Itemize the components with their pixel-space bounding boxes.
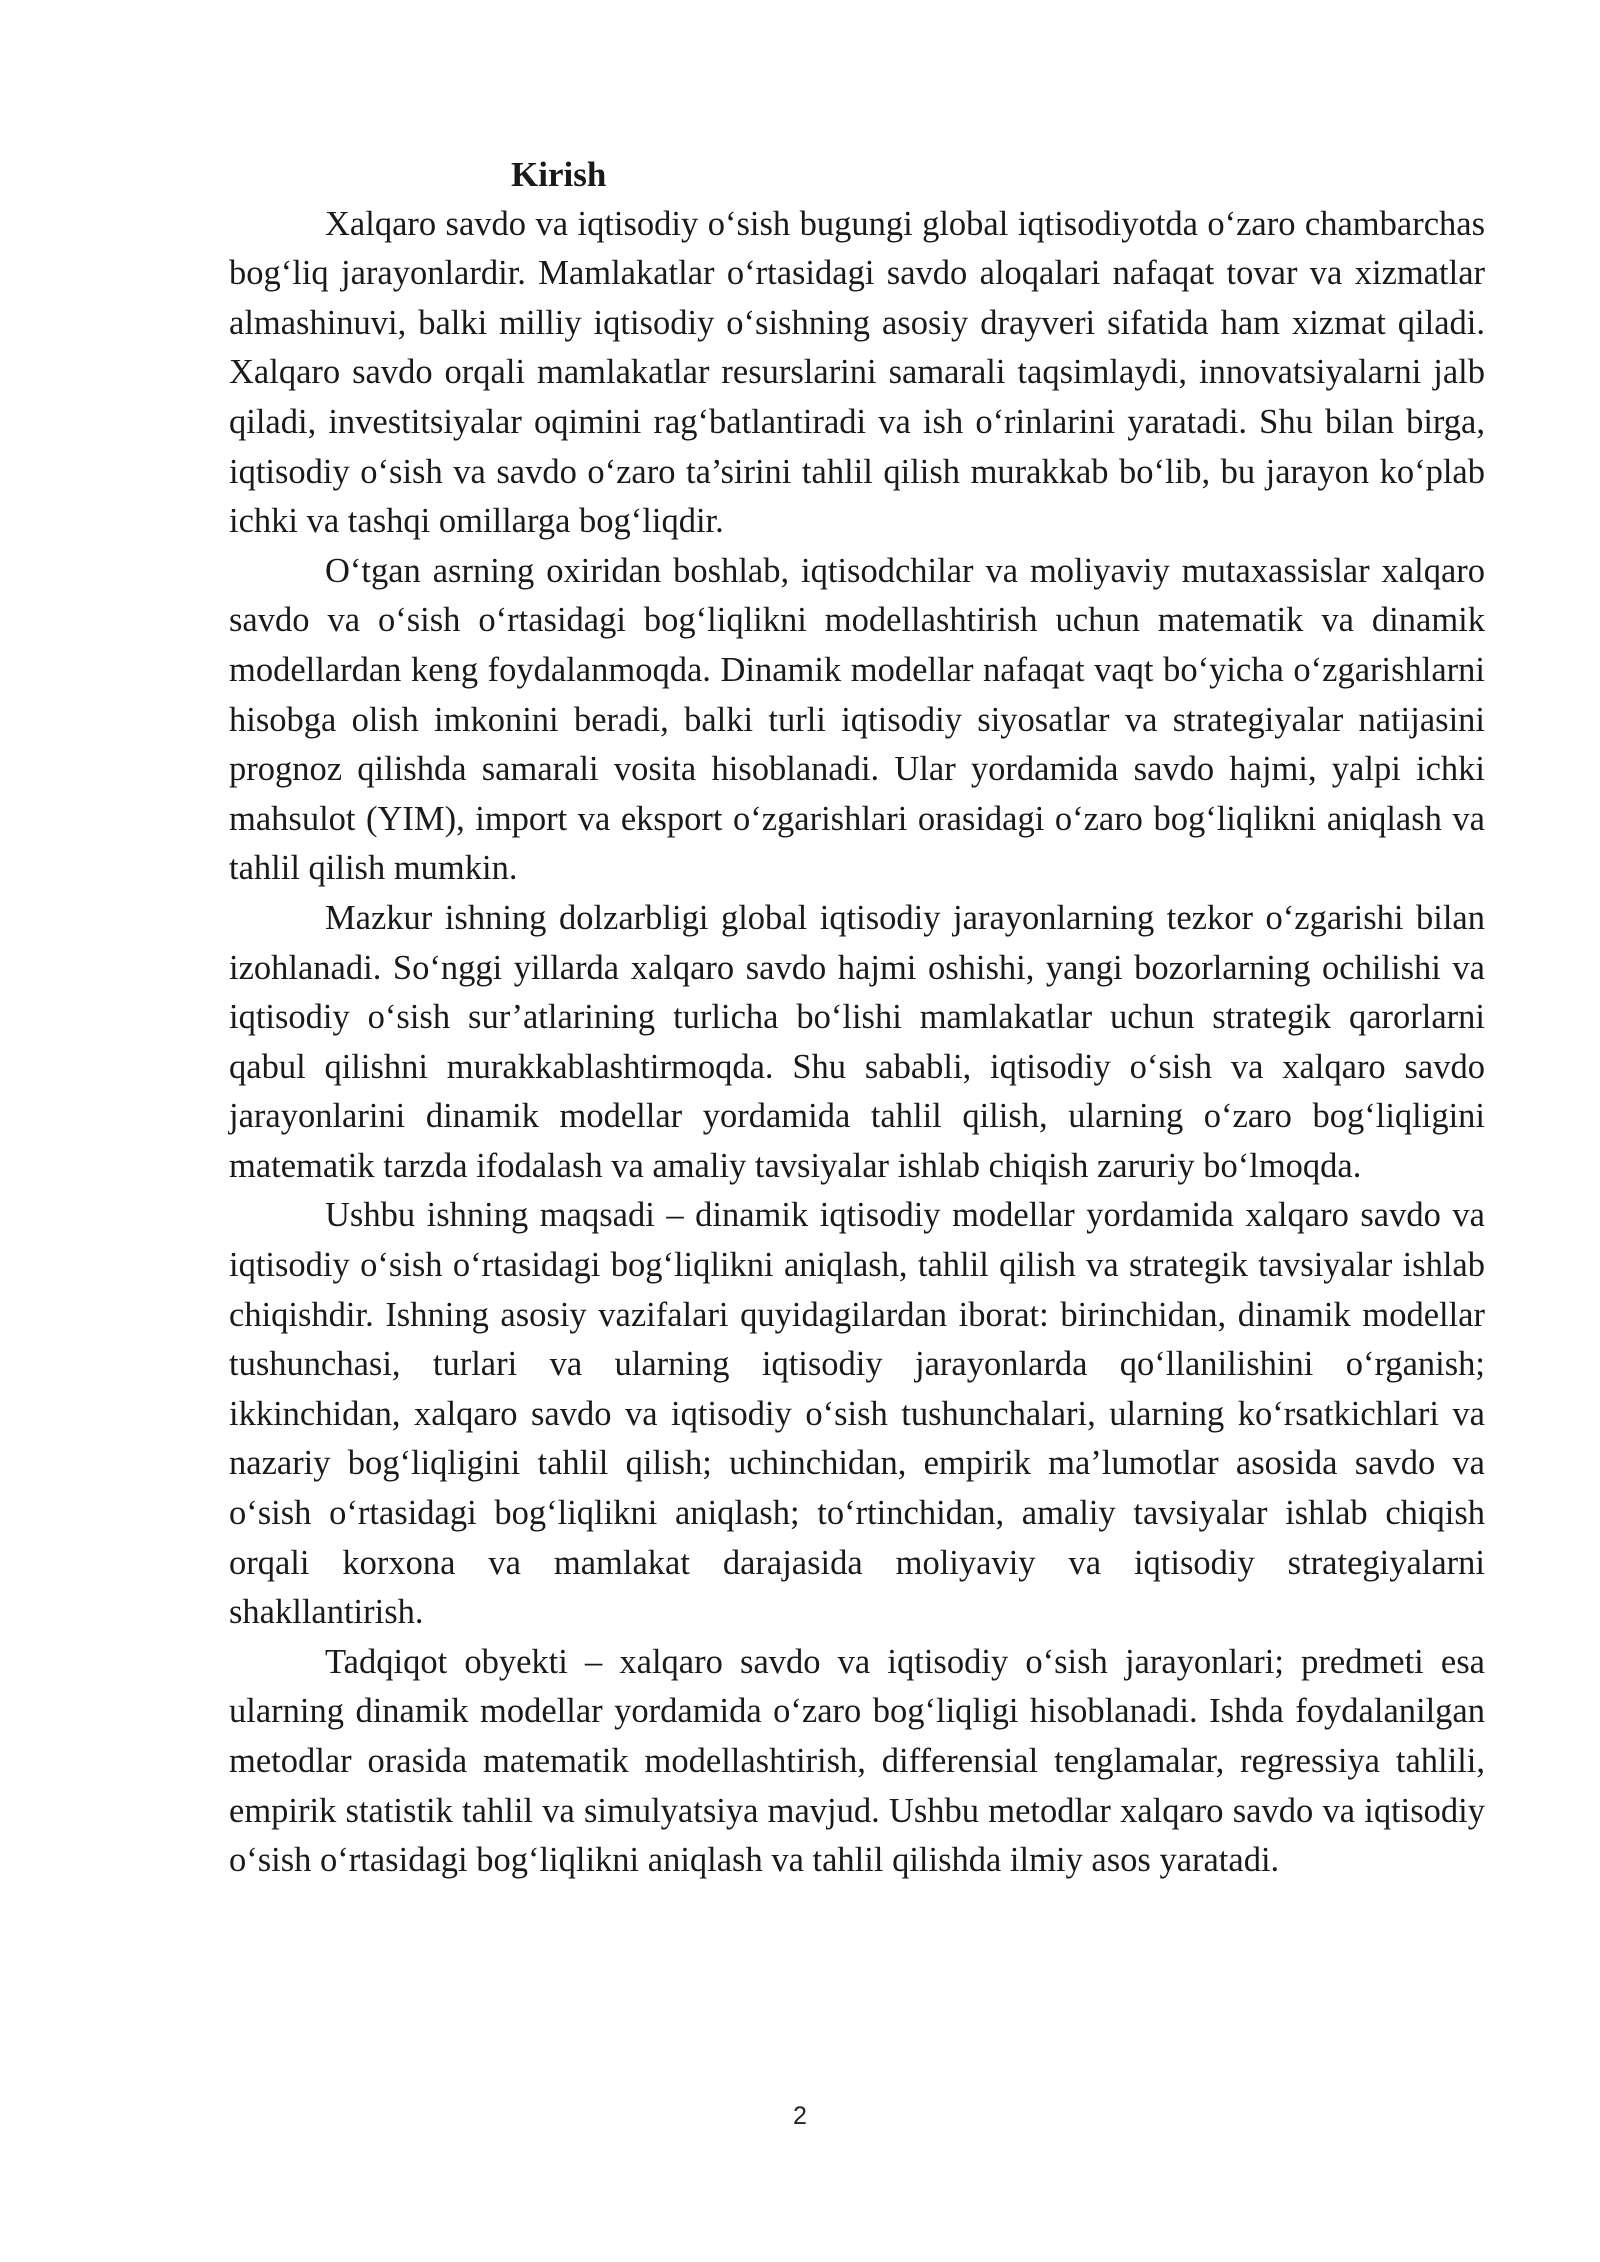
paragraph-intro: Xalqaro savdo va iqtisodiy o‘sish bugungi global iqtisodiyotda o‘zaro chambarchas bog‘liq jarayonlardir. Mamlakatlar o‘rtasidagi savdo aloqalari nafaqat tovar va xizmatlar almashinuvi, balki milliy iqtisodiy o‘sishning asosiy drayveri sifatida ham xizmat qiladi. Xalqaro savdo orqali mamlakatlar resurslarini samarali taqsimlaydi, innovatsiyalarni jalb qiladi, investitsiyalar oqimini rag‘batlantiradi va ish o‘rinlarini yaratadi. Shu bilan birga, iqtisodiy o‘sish va savdo o‘zaro ta’sirini tahlil qilish murakkab bo‘lib, bu jarayon ko‘plab ichki va tashqi omillarga bog‘liqdir.	[229, 204, 1485, 541]
paragraph-models: O‘tgan asrning oxiridan boshlab, iqtisodchilar va moliyaviy mutaxassislar xalqaro savdo va o‘sish o‘rtasidagi bog‘liqlikni modellashtirish uchun matematik va dinamik modellardan keng foydalanmoqda. Dinamik modellar nafaqat vaqt bo‘yicha o‘zgarishlarni hisobga olish imkonini beradi, balki turli iqtisodiy siyosatlar va strategiyalar natijasini prognoz qilishda samarali vosita hisoblanadi. Ular yordamida savdo hajmi, yalpi ichki mahsulot (YIM), import va eksport o‘zgarishlari orasidagi o‘zaro bog‘liqlikni aniqlash va tahlil qilish mumkin.	[229, 551, 1485, 888]
paragraph-relevance: Mazkur ishning dolzarbligi global iqtisodiy jarayonlarning tezkor o‘zgarishi bilan izohlanadi. So‘nggi yillarda xalqaro savdo hajmi oshishi, yangi bozorlarning ochilishi va iqtisodiy o‘sish sur’atlarining turlicha bo‘lishi mamlakatlar uchun strategik qarorlarni qabul qilishni murakkablashtirmoqda. Shu sababli, iqtisodiy o‘sish va xalqaro savdo jarayonlarini dinamik modellar yordamida tahlil qilish, ularning o‘zaro bog‘liqligini matematik tarzda ifodalash va amaliy tavsiyalar ishlab chiqish zaruriy bo‘lmoqda.	[229, 898, 1485, 1185]
section-title: Kirish	[511, 155, 607, 194]
paragraph-goals: Ushbu ishning maqsadi – dinamik iqtisodiy modellar yordamida xalqaro savdo va iqtisodiy o‘sish o‘rtasidagi bog‘liqlikni aniqlash, tahlil qilish va strategik tavsiyalar ishlab chiqishdir. Ishning asosiy vazifalari quyidagilardan iborat: birinchidan, dinamik modellar tushunchasi, turlari va ularning iqtisodiy jarayonlarda qo‘llanilishini o‘rganish; ikkinchidan, xalqaro savdo va iqtisodiy o‘sish tushunchalari, ularning ko‘rsatkichlari va nazariy bog‘liqligini tahlil qilish; uchinchidan, empirik ma’lumotlar asosida savdo va o‘sish o‘rtasidagi bog‘liqlikni aniqlash; to‘rtinchidan, amaliy tavsiyalar ishlab chiqish orqali korxona va mamlakat darajasida moliyaviy va iqtisodiy strategiyalarni shakllantirish.	[229, 1196, 1485, 1632]
page-body	[229, 150, 1485, 1886]
paragraph-object: Tadqiqot obyekti – xalqaro savdo va iqtisodiy o‘sish jarayonlari; predmeti esa ularning dinamik modellar yordamida o‘zaro bog‘liqligi hisoblanadi. Ishda foydalanilgan metodlar orasida matematik modellashtirish, differensial tenglamalar, regressiya tahlili, empirik statistik tahlil va simulyatsiya mavjud. Ushbu metodlar xalqaro savdo va iqtisodiy o‘sish o‘rtasidagi bog‘liqlikni aniqlash va tahlil qilishda ilmiy asos yaratadi.	[229, 1642, 1485, 1880]
page-number: 2	[793, 2102, 807, 2130]
